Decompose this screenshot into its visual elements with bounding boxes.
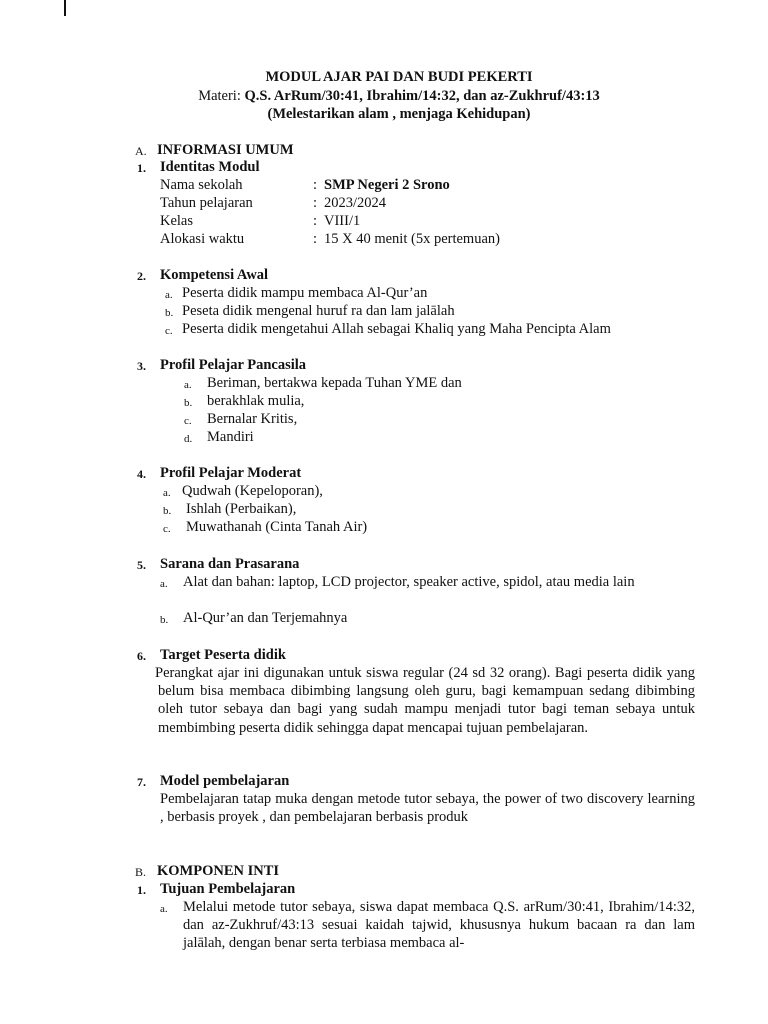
list-marker: a. [163,487,171,499]
sarana-number: 5. [137,558,146,572]
pancasila-number: 3. [137,359,146,373]
identitas-label: Tahun pelajaran [160,195,253,211]
list-item: Peserta didik mampu membaca Al-Qur’an [182,285,428,301]
sarana-title: Sarana dan Prasarana [160,556,300,572]
list-item: Peseta didik mengenal huruf ra dan lam jalālah [182,303,455,319]
list-marker: b. [160,614,169,626]
list-item: Qudwah (Kepeloporan), [182,483,323,499]
identitas-number: 1. [137,161,146,175]
moderat-number: 4. [137,467,146,481]
list-marker: b. [165,307,174,319]
list-marker: a. [184,379,192,391]
kompetensi-title: Kompetensi Awal [160,267,269,283]
kompetensi-number: 2. [137,269,146,283]
section-a-title: INFORMASI UMUM [157,142,294,158]
list-marker: d. [184,433,193,445]
identitas-colon: : [313,195,318,211]
list-item: Ishlah (Perbaikan), [186,501,297,517]
identitas-colon: : [313,213,318,229]
model-paragraph: Pembelajaran tatap muka dengan metode tutor sebaya, the power of two discovery learning , berbasis proyek , dan pembelajaran berbasis produk [160,791,695,826]
list-item: Beriman, bertakwa kepada Tuhan YME dan [207,375,462,391]
list-marker: b. [184,397,193,409]
target-title: Target Peserta didik [160,647,286,663]
moderat-title: Profil Pelajar Moderat [160,465,302,481]
identitas-value: 2023/2024 [324,195,387,211]
list-marker: c. [184,415,192,427]
target-number: 6. [137,649,146,663]
list-item: Alat dan bahan: laptop, LCD projector, speaker active, spidol, atau media lain [183,574,635,590]
identitas-value: SMP Negeri 2 Srono [324,177,450,193]
document-materi: Materi: Q.S. ArRum/30:41, Ibrahim/14:32, dan az-Zukhruf/43:13 [198,88,600,104]
section-a-marker: A. [135,144,147,158]
model-number: 7. [137,775,146,789]
identitas-title: Identitas Modul [160,159,260,175]
document-subtitle: (Melestarikan alam , menjaga Kehidupan) [267,106,531,122]
document-title: MODUL AJAR PAI DAN BUDI PEKERTI [265,69,533,85]
list-marker: c. [163,523,171,535]
list-item: Muwathanah (Cinta Tanah Air) [186,519,368,535]
pancasila-title: Profil Pelajar Pancasila [160,357,307,373]
section-b-marker: B. [135,865,147,879]
identitas-label: Kelas [160,213,194,229]
identitas-label: Nama sekolah [160,177,243,193]
list-marker: a. [165,289,173,301]
list-item: Peserta didik mengetahui Allah sebagai Khaliq yang Maha Pencipta Alam [182,321,611,337]
target-paragraph: Perangkat ajar ini digunakan untuk siswa regular (24 sd 32 orang). Bagi peserta didik yang belum bisa membaca dibimbing langsung oleh guru, bagi kemampuan sedang dibimbing oleh tutor sebaya dan bagi yang sudah mampu menjadi tutor bagi teman sebaya untuk membimbing peserta didik sehingga dapat mencapai tujuan pembelajaran. [155,665,695,736]
identitas-label: Alokasi waktu [160,231,245,247]
list-item: berakhlak mulia, [207,393,305,409]
list-marker: b. [163,505,172,517]
list-marker: a. [160,903,168,915]
identitas-colon: : [313,231,318,247]
identitas-value: VIII/1 [324,213,361,229]
list-item: Al-Qur’an dan Terjemahnya [183,610,348,626]
list-marker: c. [165,325,173,337]
tujuan-item-text: Melalui metode tutor sebaya, siswa dapat membaca Q.S. arRum/30:41, Ibrahim/14:32, dan az-Zukhruf/43:13 sesuai kaidah tajwid, khususnya hukum bacaan ra dan lam jalālah, dengan benar serta terbiasa membaca al- [183,899,695,952]
identitas-value: 15 X 40 menit (5x pertemuan) [324,231,500,247]
list-item: Bernalar Kritis, [207,411,298,427]
identitas-colon: : [313,177,318,193]
tujuan-title: Tujuan Pembelajaran [160,881,296,897]
model-title: Model pembelajaran [160,773,290,789]
list-item: Mandiri [207,429,254,445]
list-marker: a. [160,578,168,590]
tujuan-number: 1. [137,883,146,897]
section-b-title: KOMPONEN INTI [157,863,280,879]
